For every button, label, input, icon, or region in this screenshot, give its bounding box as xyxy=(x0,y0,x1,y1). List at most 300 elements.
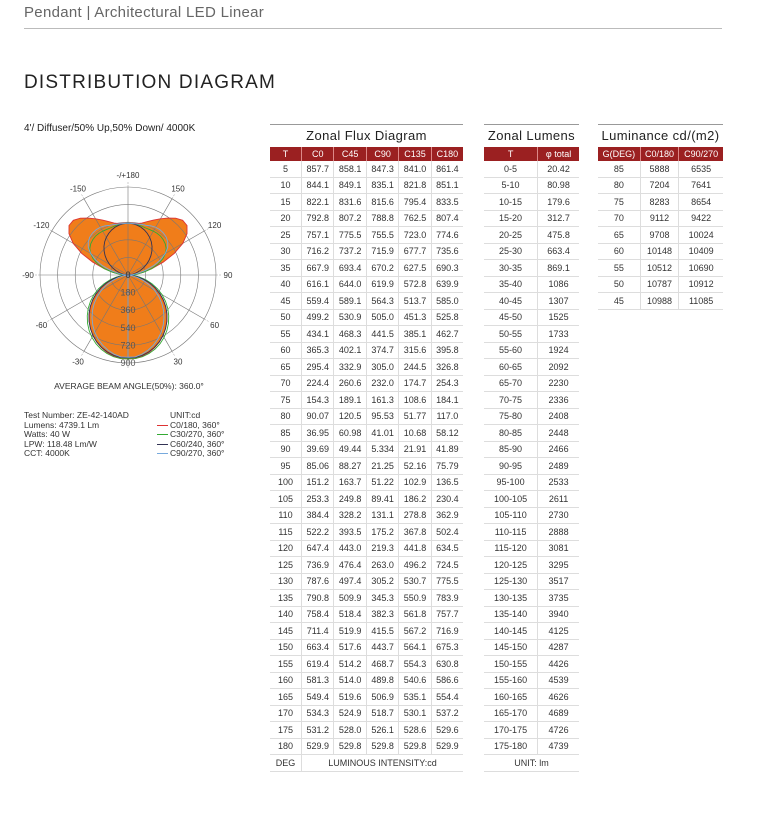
table-row xyxy=(484,656,579,673)
table-cell: 505.0 xyxy=(366,309,398,326)
table-cell: 807.4 xyxy=(431,210,463,227)
table-cell: 519.9 xyxy=(334,623,366,640)
table-row xyxy=(484,606,579,623)
table-cell: 232.0 xyxy=(366,375,398,392)
table-row xyxy=(598,177,723,194)
table-cell: 36.95 xyxy=(302,425,334,442)
table-cell: 529.9 xyxy=(431,738,463,755)
table-cell: 65 xyxy=(598,227,640,244)
table-cell: 95.53 xyxy=(366,408,398,425)
table-cell: 2730 xyxy=(538,507,579,524)
polar-radial-label: 900 xyxy=(120,358,136,368)
table-cell: 528.0 xyxy=(334,722,366,739)
table-cell: 165-170 xyxy=(484,705,538,722)
table-row xyxy=(270,540,463,557)
table-cell: 496.2 xyxy=(399,557,431,574)
table-cell: 619.9 xyxy=(366,276,398,293)
table-cell: 835.1 xyxy=(366,177,398,194)
table-row xyxy=(270,573,463,590)
table-cell: 253.3 xyxy=(302,491,334,508)
table-cell: 224.4 xyxy=(302,375,334,392)
table-cell: 51.77 xyxy=(399,408,431,425)
table-cell: 807.2 xyxy=(334,210,366,227)
table-cell: 663.4 xyxy=(538,243,579,260)
zonal-lumens-title: Zonal Lumens xyxy=(484,124,579,147)
table-cell: 519.6 xyxy=(334,689,366,706)
table-cell: 1924 xyxy=(538,342,579,359)
table-cell: 174.7 xyxy=(399,375,431,392)
table-cell: 822.1 xyxy=(302,194,334,211)
table-row xyxy=(484,309,579,326)
header-divider xyxy=(24,28,722,29)
table-cell: 25 xyxy=(270,227,302,244)
table-cell: 120 xyxy=(270,540,302,557)
table-cell: 165 xyxy=(270,689,302,706)
table-cell: 415.5 xyxy=(366,623,398,640)
page-title: DISTRIBUTION DIAGRAM xyxy=(24,72,277,93)
table-cell: 5 xyxy=(270,161,302,177)
table-cell: 2466 xyxy=(538,441,579,458)
table-cell: 155-160 xyxy=(484,672,538,689)
table-row xyxy=(270,689,463,706)
table-row xyxy=(598,260,723,277)
test-number: Test Number: ZE-42-140AD xyxy=(24,410,129,420)
table-row xyxy=(270,606,463,623)
table-cell: 80 xyxy=(270,408,302,425)
zonal-lumens-header-cell: φ total xyxy=(538,147,579,161)
table-cell: 170-175 xyxy=(484,722,538,739)
table-cell: 2611 xyxy=(538,491,579,508)
table-cell: 7204 xyxy=(640,177,678,194)
table-cell: 145-150 xyxy=(484,639,538,656)
table-cell: 774.6 xyxy=(431,227,463,244)
table-cell: 1307 xyxy=(538,293,579,310)
table-cell: 711.4 xyxy=(302,623,334,640)
table-cell: 693.4 xyxy=(334,260,366,277)
table-row xyxy=(270,705,463,722)
table-cell: 70 xyxy=(598,210,640,227)
table-cell: 70-75 xyxy=(484,392,538,409)
table-cell: 135-140 xyxy=(484,606,538,623)
table-cell: 529.9 xyxy=(302,738,334,755)
table-cell: 125-130 xyxy=(484,573,538,590)
table-cell: 9422 xyxy=(679,210,723,227)
table-cell: 20 xyxy=(270,210,302,227)
table-cell: 120-125 xyxy=(484,557,538,574)
table-row xyxy=(270,243,463,260)
table-cell: 3081 xyxy=(538,540,579,557)
luminance-header-cell: C90/270 xyxy=(679,147,723,161)
table-cell: 775.5 xyxy=(334,227,366,244)
table-cell: 150 xyxy=(270,639,302,656)
table-cell: 332.9 xyxy=(334,359,366,376)
table-cell: 497.4 xyxy=(334,573,366,590)
table-cell: 514.0 xyxy=(334,672,366,689)
cct-value: CCT: 4000K xyxy=(24,448,70,458)
polar-angle-label: 150 xyxy=(171,184,185,194)
zonal-flux-header-cell: C90 xyxy=(366,147,398,161)
legend-item: C30/270, 360° xyxy=(157,430,224,440)
table-cell: 6535 xyxy=(679,161,723,177)
table-cell: 326.8 xyxy=(431,359,463,376)
lpw-value: LPW: 118.48 Lm/W xyxy=(24,438,97,449)
table-row xyxy=(270,639,463,656)
table-cell: 219.3 xyxy=(366,540,398,557)
table-cell: 525.8 xyxy=(431,309,463,326)
table-row xyxy=(270,590,463,607)
table-row xyxy=(484,524,579,541)
watts-value: Watts: 40 W xyxy=(24,429,70,439)
zonal-lumens-table xyxy=(484,147,579,772)
table-cell: 15 xyxy=(270,194,302,211)
table-cell: 462.7 xyxy=(431,326,463,343)
table-row xyxy=(484,573,579,590)
zonal-flux-table xyxy=(270,147,463,772)
table-cell: 230.4 xyxy=(431,491,463,508)
table-cell: 529.6 xyxy=(431,722,463,739)
table-cell: 522.2 xyxy=(302,524,334,541)
table-cell: 40-45 xyxy=(484,293,538,310)
table-row xyxy=(270,441,463,458)
polar-angle-label: -60 xyxy=(35,321,48,330)
zonal-lumens-table-section xyxy=(484,124,579,772)
table-cell: 526.1 xyxy=(366,722,398,739)
table-cell: 21.91 xyxy=(399,441,431,458)
table-row xyxy=(270,507,463,524)
table-cell: 2448 xyxy=(538,425,579,442)
table-cell: 10787 xyxy=(640,276,678,293)
table-cell: 100 xyxy=(270,474,302,491)
table-cell: 140-145 xyxy=(484,623,538,640)
table-cell: 21.25 xyxy=(366,458,398,475)
table-cell: 716.2 xyxy=(302,243,334,260)
table-cell: 524.9 xyxy=(334,705,366,722)
table-cell: 616.1 xyxy=(302,276,334,293)
table-cell: 502.4 xyxy=(431,524,463,541)
table-cell: 5.334 xyxy=(366,441,398,458)
table-row xyxy=(484,623,579,640)
table-cell: 20-25 xyxy=(484,227,538,244)
table-cell: 2092 xyxy=(538,359,579,376)
table-cell: 110-115 xyxy=(484,524,538,541)
table-cell: 644.0 xyxy=(334,276,366,293)
table-row xyxy=(484,375,579,392)
table-cell: 499.2 xyxy=(302,309,334,326)
table-cell: 95-100 xyxy=(484,474,538,491)
table-cell: 186.2 xyxy=(399,491,431,508)
table-cell: 367.8 xyxy=(399,524,431,541)
table-cell: 2533 xyxy=(538,474,579,491)
table-cell: 530.1 xyxy=(399,705,431,722)
zonal-flux-header-cell: C180 xyxy=(431,147,463,161)
table-row xyxy=(484,639,579,656)
table-cell: 4626 xyxy=(538,689,579,706)
table-cell: 140 xyxy=(270,606,302,623)
table-cell: 105 xyxy=(270,491,302,508)
table-cell: 55 xyxy=(598,260,640,277)
table-cell: 295.4 xyxy=(302,359,334,376)
table-cell: 45 xyxy=(598,293,640,310)
table-cell: 45 xyxy=(270,293,302,310)
table-row xyxy=(270,177,463,194)
table-row xyxy=(270,210,463,227)
table-cell: 847.3 xyxy=(366,161,398,177)
table-cell: 402.1 xyxy=(334,342,366,359)
polar-radial-label: 540 xyxy=(120,322,136,333)
table-cell: 10024 xyxy=(679,227,723,244)
table-cell: 724.5 xyxy=(431,557,463,574)
table-cell: 619.4 xyxy=(302,656,334,673)
product-subtitle: 4'/ Diffuser/50% Up,50% Down/ 4000K xyxy=(24,123,196,134)
table-cell: 537.2 xyxy=(431,705,463,722)
table-cell: 10988 xyxy=(640,293,678,310)
table-cell: 25-30 xyxy=(484,243,538,260)
table-row xyxy=(270,672,463,689)
table-row xyxy=(484,738,579,755)
polar-legend xyxy=(157,411,224,459)
polar-center-label: 0 xyxy=(125,270,131,280)
table-cell: 10512 xyxy=(640,260,678,277)
table-cell: 518.4 xyxy=(334,606,366,623)
table-cell: 572.8 xyxy=(399,276,431,293)
table-cell: 716.9 xyxy=(431,623,463,640)
table-cell: 180 xyxy=(270,738,302,755)
table-cell: 55-60 xyxy=(484,342,538,359)
legend-item: C60/240, 360° xyxy=(157,440,224,450)
table-cell: 75.79 xyxy=(431,458,463,475)
table-row xyxy=(598,293,723,310)
table-cell: 758.4 xyxy=(302,606,334,623)
table-cell: 117.0 xyxy=(431,408,463,425)
table-cell: 4739 xyxy=(538,738,579,755)
table-cell: 382.3 xyxy=(366,606,398,623)
table-row xyxy=(484,276,579,293)
table-cell: 60 xyxy=(598,243,640,260)
table-row xyxy=(484,557,579,574)
table-cell: 249.8 xyxy=(334,491,366,508)
table-row xyxy=(270,375,463,392)
polar-angle-label: 120 xyxy=(207,221,222,230)
table-cell: 451.3 xyxy=(399,309,431,326)
table-cell: 41.01 xyxy=(366,425,398,442)
table-row xyxy=(484,260,579,277)
table-cell: 260.6 xyxy=(334,375,366,392)
table-cell: 115-120 xyxy=(484,540,538,557)
table-cell: 792.8 xyxy=(302,210,334,227)
table-cell: 630.8 xyxy=(431,656,463,673)
table-cell: 677.7 xyxy=(399,243,431,260)
luminance-table xyxy=(598,147,723,310)
zonal-flux-header-cell: T xyxy=(270,147,302,161)
table-cell: 443.0 xyxy=(334,540,366,557)
table-cell: 468.7 xyxy=(366,656,398,673)
table-cell: 120.5 xyxy=(334,408,366,425)
table-row xyxy=(270,408,463,425)
table-row xyxy=(270,524,463,541)
table-cell: 528.6 xyxy=(399,722,431,739)
zonal-flux-footer-deg: DEG xyxy=(270,755,302,772)
polar-grid-tick xyxy=(172,194,175,199)
table-cell: 151.2 xyxy=(302,474,334,491)
test-info xyxy=(24,411,129,459)
polar-radial-label: 180 xyxy=(120,287,136,298)
table-row xyxy=(484,161,579,177)
table-cell: 534.3 xyxy=(302,705,334,722)
table-cell: 514.2 xyxy=(334,656,366,673)
polar-angle-label: 90 xyxy=(223,271,233,280)
table-row xyxy=(270,458,463,475)
table-cell: 10690 xyxy=(679,260,723,277)
table-cell: 517.6 xyxy=(334,639,366,656)
table-cell: 89.41 xyxy=(366,491,398,508)
table-cell: 561.8 xyxy=(399,606,431,623)
polar-radial-label: 360 xyxy=(120,305,136,316)
table-cell: 586.6 xyxy=(431,672,463,689)
table-cell: 755.5 xyxy=(366,227,398,244)
table-cell: 567.2 xyxy=(399,623,431,640)
luminance-title: Luminance cd/(m2) xyxy=(598,124,723,147)
table-cell: 667.9 xyxy=(302,260,334,277)
table-row xyxy=(484,507,579,524)
table-cell: 3295 xyxy=(538,557,579,574)
table-cell: 384.4 xyxy=(302,507,334,524)
table-row xyxy=(270,623,463,640)
table-cell: 736.9 xyxy=(302,557,334,574)
luminance-table-section xyxy=(598,124,723,310)
zonal-flux-title: Zonal Flux Diagram xyxy=(270,124,463,147)
table-cell: 130-135 xyxy=(484,590,538,607)
table-cell: 9112 xyxy=(640,210,678,227)
table-cell: 90.07 xyxy=(302,408,334,425)
table-cell: 2489 xyxy=(538,458,579,475)
table-cell: 549.4 xyxy=(302,689,334,706)
table-cell: 20.42 xyxy=(538,161,579,177)
table-row xyxy=(484,705,579,722)
table-cell: 639.9 xyxy=(431,276,463,293)
table-cell: 105-110 xyxy=(484,507,538,524)
table-cell: 385.1 xyxy=(399,326,431,343)
table-cell: 529.8 xyxy=(399,738,431,755)
table-cell: 1733 xyxy=(538,326,579,343)
table-row xyxy=(598,243,723,260)
table-cell: 10-15 xyxy=(484,194,538,211)
table-cell: 815.6 xyxy=(366,194,398,211)
table-cell: 506.9 xyxy=(366,689,398,706)
table-cell: 189.1 xyxy=(334,392,366,409)
table-cell: 60.98 xyxy=(334,425,366,442)
table-row xyxy=(484,458,579,475)
table-row xyxy=(270,260,463,277)
table-cell: 540.6 xyxy=(399,672,431,689)
table-cell: 102.9 xyxy=(399,474,431,491)
table-cell: 41.89 xyxy=(431,441,463,458)
table-row xyxy=(270,557,463,574)
table-row xyxy=(484,342,579,359)
table-cell: 136.5 xyxy=(431,474,463,491)
table-cell: 795.4 xyxy=(399,194,431,211)
table-row xyxy=(484,722,579,739)
table-cell: 90 xyxy=(270,441,302,458)
table-cell: 589.1 xyxy=(334,293,366,310)
table-row xyxy=(270,227,463,244)
table-cell: 434.1 xyxy=(302,326,334,343)
table-cell: 155 xyxy=(270,656,302,673)
table-cell: 489.8 xyxy=(366,672,398,689)
table-row xyxy=(270,326,463,343)
table-cell: 554.4 xyxy=(431,689,463,706)
table-row xyxy=(270,392,463,409)
polar-grid-tick xyxy=(81,194,84,199)
table-cell: 3735 xyxy=(538,590,579,607)
table-cell: 529.8 xyxy=(366,738,398,755)
table-row xyxy=(484,474,579,491)
table-row xyxy=(484,672,579,689)
table-cell: 312.7 xyxy=(538,210,579,227)
table-cell: 393.5 xyxy=(334,524,366,541)
polar-grid-tick xyxy=(47,319,52,322)
table-cell: 4539 xyxy=(538,672,579,689)
table-row xyxy=(270,474,463,491)
table-cell: 4287 xyxy=(538,639,579,656)
table-row xyxy=(484,359,579,376)
table-cell: 85 xyxy=(598,161,640,177)
table-cell: 4726 xyxy=(538,722,579,739)
table-cell: 441.8 xyxy=(399,540,431,557)
table-cell: 50 xyxy=(598,276,640,293)
table-cell: 647.4 xyxy=(302,540,334,557)
table-cell: 65-70 xyxy=(484,375,538,392)
lumens-value: Lumens: 4739.1 Lm xyxy=(24,419,100,430)
table-row xyxy=(598,276,723,293)
table-cell: 15-20 xyxy=(484,210,538,227)
table-cell: 851.1 xyxy=(431,177,463,194)
table-row xyxy=(484,293,579,310)
table-row xyxy=(484,243,579,260)
table-cell: 108.6 xyxy=(399,392,431,409)
table-cell: 30-35 xyxy=(484,260,538,277)
table-cell: 790.8 xyxy=(302,590,334,607)
table-cell: 1086 xyxy=(538,276,579,293)
table-cell: 88.27 xyxy=(334,458,366,475)
table-cell: 10409 xyxy=(679,243,723,260)
table-cell: 315.6 xyxy=(399,342,431,359)
table-cell: 50-55 xyxy=(484,326,538,343)
table-cell: 581.3 xyxy=(302,672,334,689)
table-cell: 51.22 xyxy=(366,474,398,491)
zonal-flux-header-cell: C0 xyxy=(302,147,334,161)
table-cell: 518.7 xyxy=(366,705,398,722)
table-cell: 554.3 xyxy=(399,656,431,673)
table-cell: 85-90 xyxy=(484,441,538,458)
table-cell: 145 xyxy=(270,623,302,640)
table-cell: 65 xyxy=(270,359,302,376)
table-cell: 154.3 xyxy=(302,392,334,409)
table-cell: 9708 xyxy=(640,227,678,244)
table-row xyxy=(270,309,463,326)
table-cell: 55 xyxy=(270,326,302,343)
table-row xyxy=(484,227,579,244)
zonal-flux-header-cell: C45 xyxy=(334,147,366,161)
zonal-flux-footer-unit: LUMINOUS INTENSITY:cd xyxy=(302,755,464,772)
table-row xyxy=(270,276,463,293)
table-cell: 328.2 xyxy=(334,507,366,524)
table-cell: 670.2 xyxy=(366,260,398,277)
table-cell: 125 xyxy=(270,557,302,574)
table-cell: 184.1 xyxy=(431,392,463,409)
table-cell: 254.3 xyxy=(431,375,463,392)
table-cell: 35 xyxy=(270,260,302,277)
table-cell: 783.9 xyxy=(431,590,463,607)
